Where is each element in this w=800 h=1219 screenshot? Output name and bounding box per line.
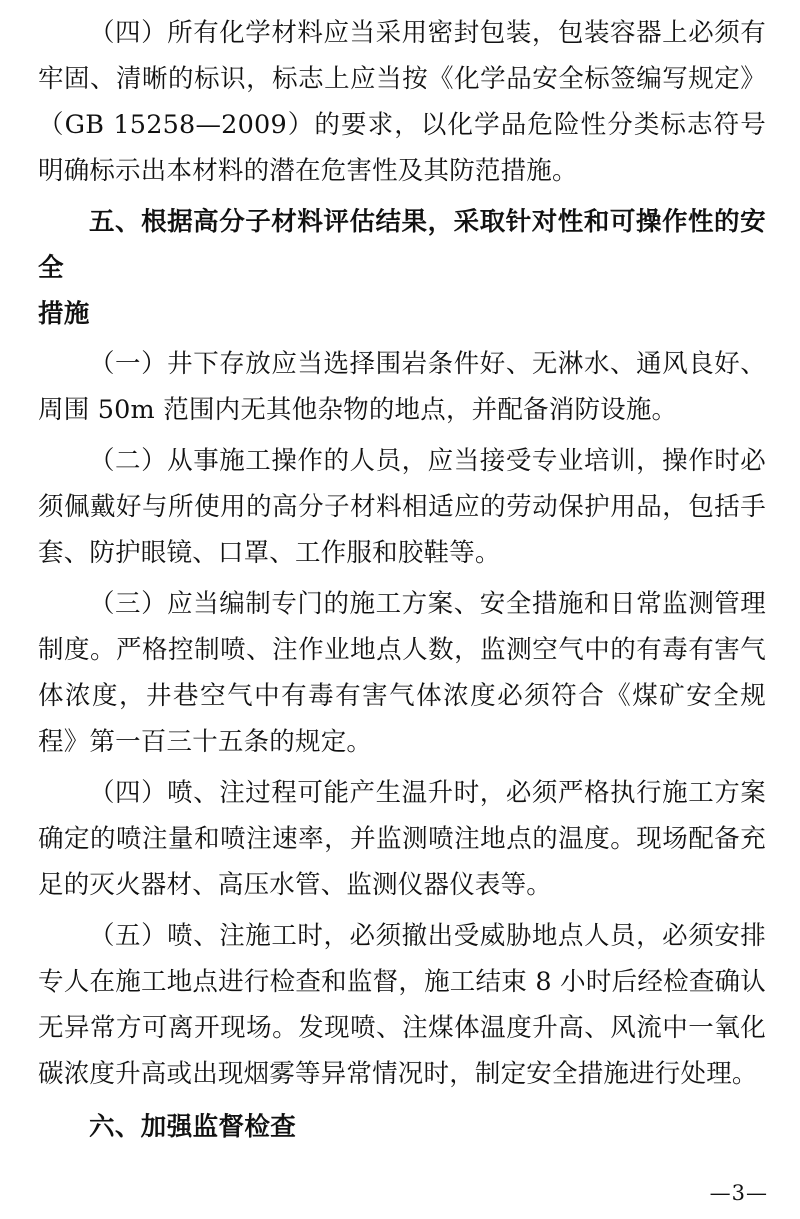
page-number: —3— (709, 1181, 768, 1205)
document-body (38, 10, 766, 1150)
heading-section-five (38, 199, 766, 337)
heading-five-line1: 五、根据高分子材料评估结果，采取针对性和可操作性的安全 (38, 207, 766, 283)
paragraph-five-construction: （五）喷、注施工时，必须撤出受威胁地点人员，必须安排专人在施工地点进行检查和监督，施工结束 8 小时后经检查确认无异常方可离开现场。发现喷、注煤体温度升高、风流中一氧化碳浓度升高或出现烟雾等异常情况时，制定安全措施进行处理。 (38, 921, 766, 1089)
paragraph-three-plan: （三）应当编制专门的施工方案、安全措施和日常监测管理制度。严格控制喷、注作业地点人数，监测空气中的有毒有害气体浓度，井巷空气中有毒有害气体浓度必须符合《煤矿安全规程》第一百三十五条的规定。 (38, 589, 766, 757)
paragraph-four-packaging: （四）所有化学材料应当采用密封包装，包装容器上必须有牢固、清晰的标识，标志上应当按《化学品安全标签编写规定》（GB 15258—2009）的要求，以化学品危险性分类标志符号明确标示出本材料的潜在危害性及其防范措施。 (38, 18, 766, 186)
paragraph-one-storage: （一）井下存放应当选择围岩条件好、无淋水、通风良好、周围 50m 范围内无其他杂物的地点，并配备消防设施。 (38, 349, 766, 425)
heading-section-six (38, 1104, 766, 1150)
paragraph-four-temperature: （四）喷、注过程可能产生温升时，必须严格执行施工方案确定的喷注量和喷注速率，并监测喷注地点的温度。现场配备充足的灭火器材、高压水管、监测仪器仪表等。 (38, 778, 766, 900)
heading-five-line2: 措施 (38, 299, 90, 329)
paragraph-two-training: （二）从事施工操作的人员，应当接受专业培训，操作时必须佩戴好与所使用的高分子材料相适应的劳动保护用品，包括手套、防护眼镜、口罩、工作服和胶鞋等。 (38, 446, 766, 568)
heading-six-line1: 六、加强监督检查 (89, 1112, 297, 1142)
